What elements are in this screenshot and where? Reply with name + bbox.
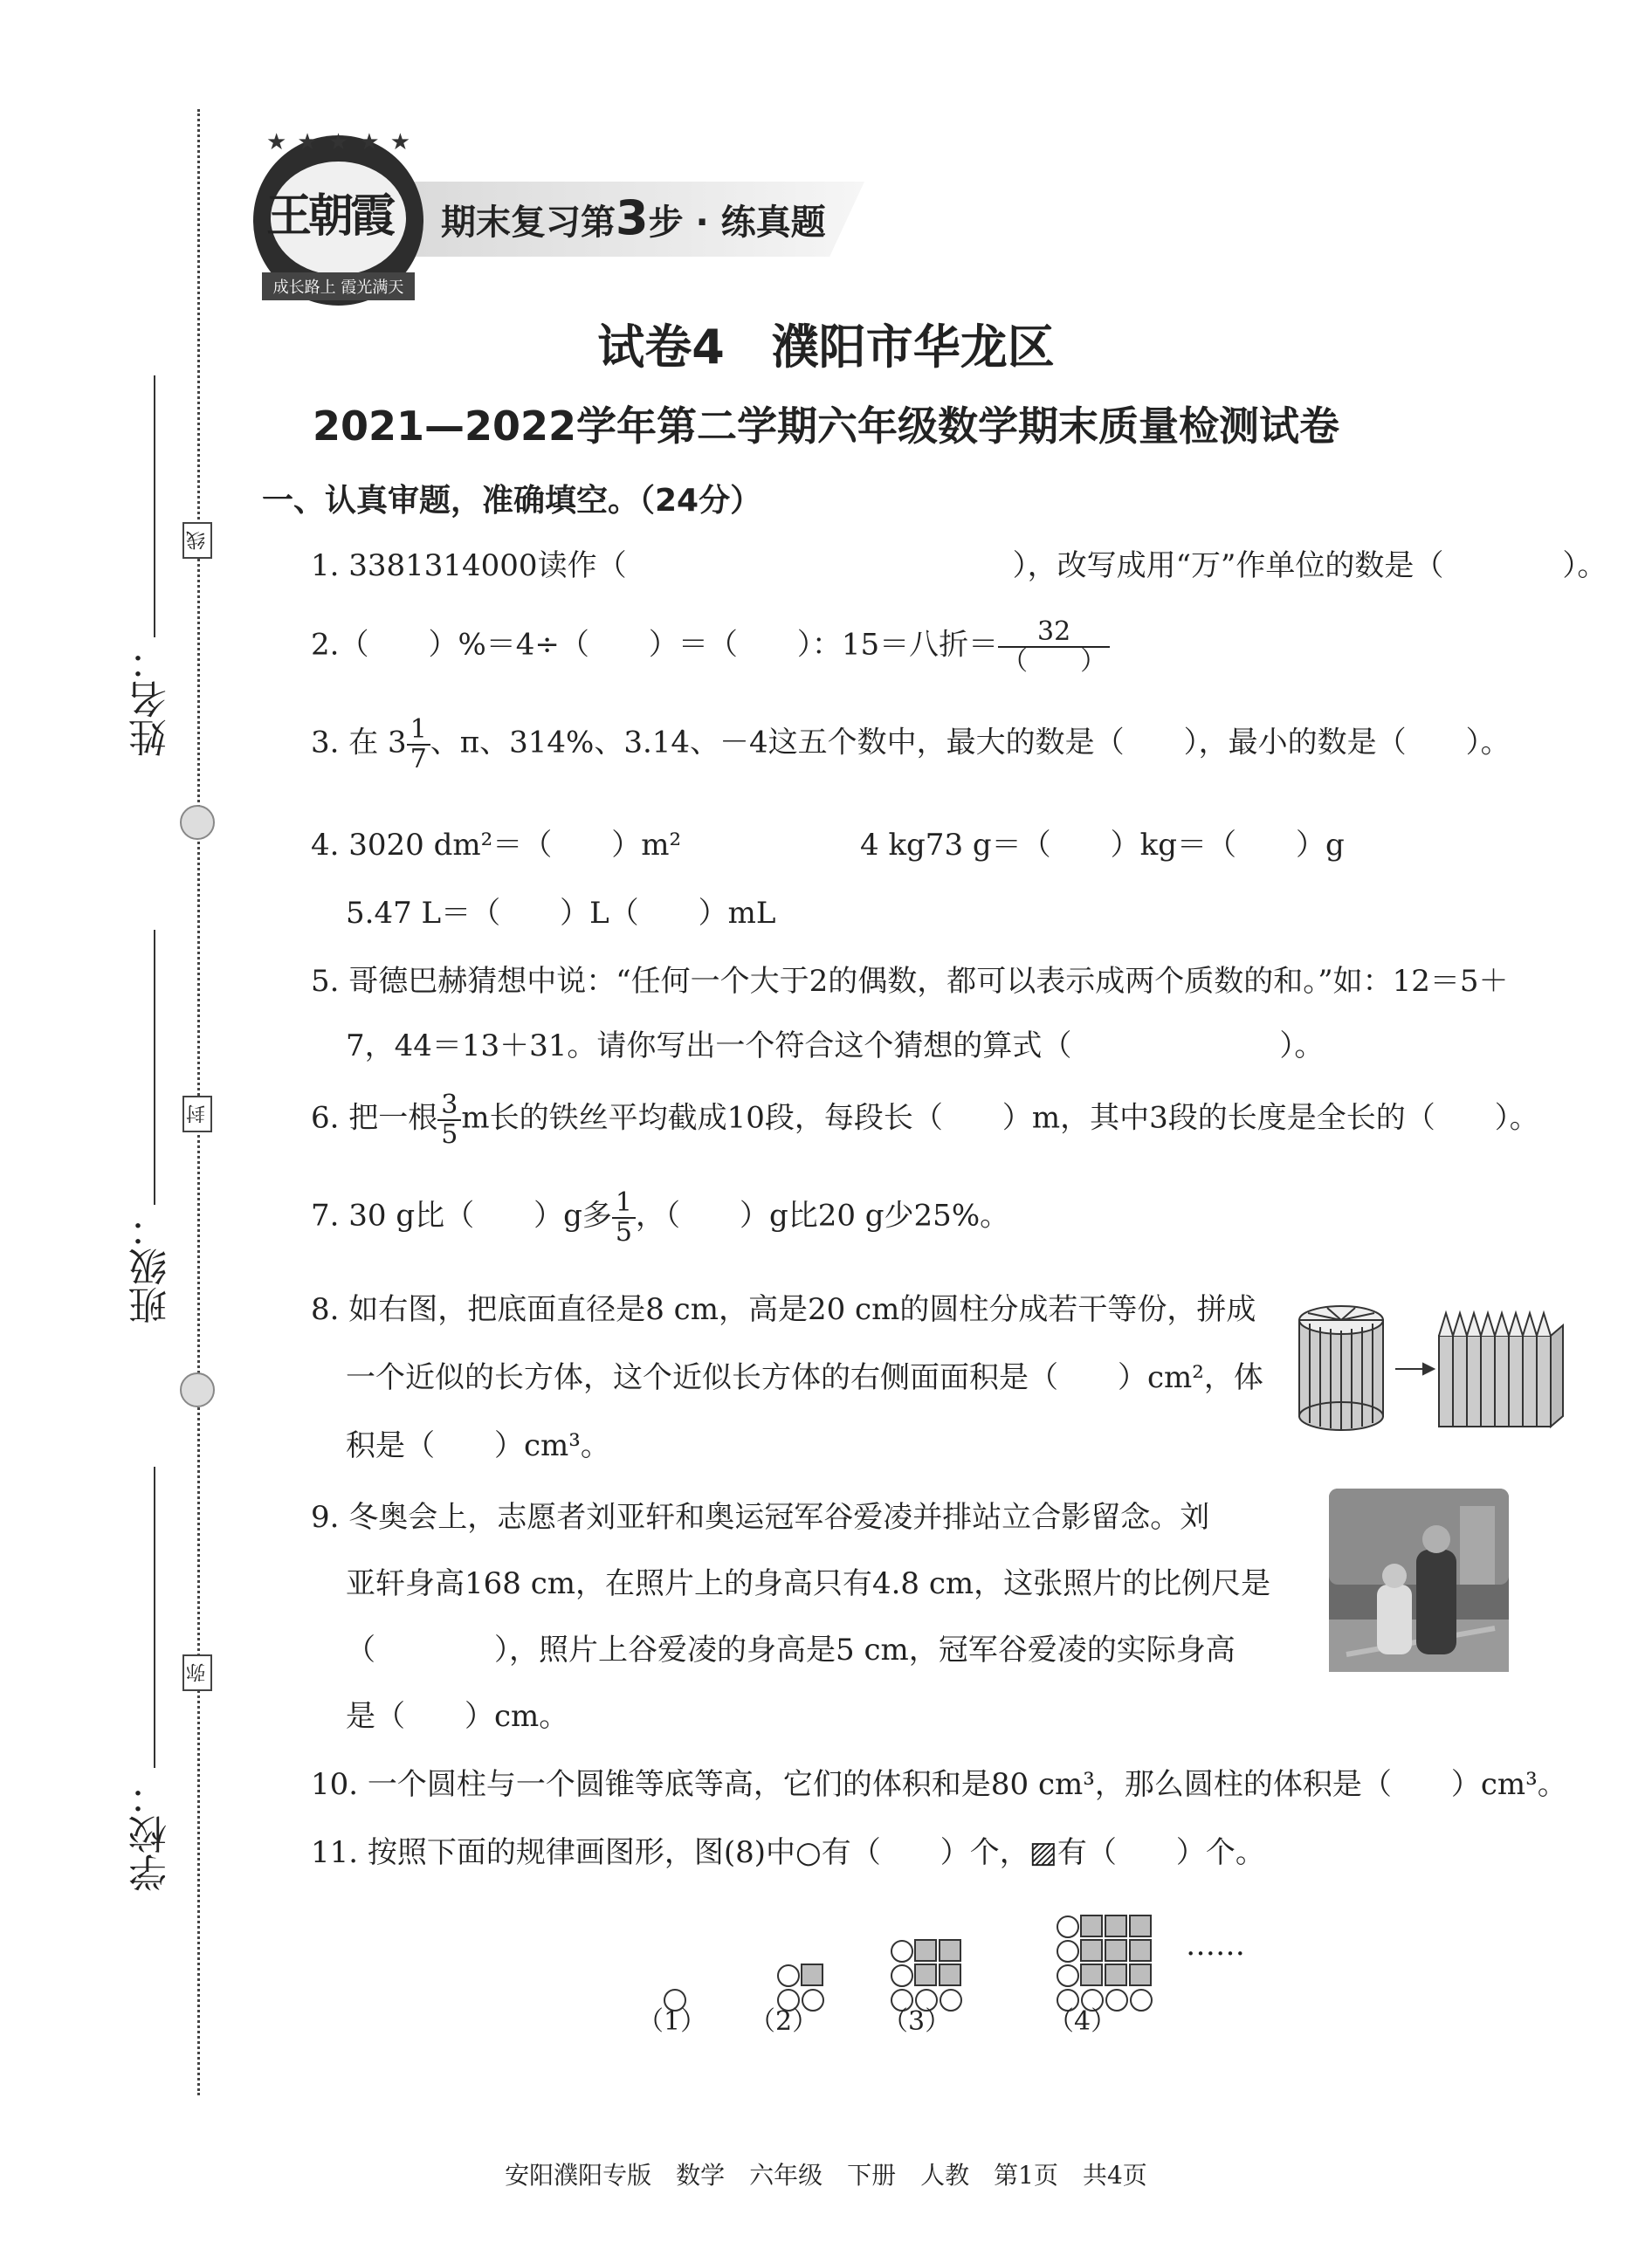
school-field[interactable] [154, 1467, 155, 1768]
swirl-ornament-icon [180, 1372, 215, 1407]
pattern-square [915, 1964, 936, 1985]
question-8a: 8. 如右图，把底面直径是8 cm，高是20 cm的圆柱分成若干等份，拼成 [311, 1292, 1256, 1327]
question-9d: 是（ ）cm。 [346, 1699, 569, 1734]
question-9a: 9. 冬奥会上，志愿者刘亚轩和奥运冠军谷爱凌并排站立合影留念。刘 [311, 1500, 1210, 1535]
pattern-circle [1131, 1990, 1152, 2011]
question-3: 3. 在 3 $\frac{1}{7}$ 、π、314%、3.14̇、－4这五个数中，最大的数是（ ），最小的数是（ ）。 [311, 714, 1511, 774]
question-8c: 积是（ ）cm³。 [346, 1428, 610, 1463]
arrow-right-icon [1395, 1364, 1434, 1374]
question-9b: 亚轩身高168 cm，在照片上的身高只有4.8 cm，这张照片的比例尺是 [346, 1566, 1271, 1601]
pattern-circle [891, 1941, 912, 1962]
pattern-circle [891, 1965, 912, 1986]
exam-title: 试卷4 濮阳市华龙区 [597, 320, 1055, 375]
question-8b: 一个近似的长方体，这个近似长方体的右侧面面积是（ ）cm²，体 [346, 1360, 1263, 1395]
pattern-square [802, 1964, 823, 1985]
question-4c: 5.47 L＝（ ）L（ ）mL [346, 896, 776, 931]
fraction: $\frac{32}{( )}$ [998, 618, 1110, 675]
question-10: 10. 一个圆柱与一个圆锥等底等高，它们的体积和是80 cm³，那么圆柱的体积是（ ）cm³。 [311, 1767, 1567, 1802]
pattern-label-3: （3） [882, 2006, 952, 2037]
pattern-ellipsis: …… [1186, 1928, 1245, 1963]
fraction: $\frac{1}{5}$ [612, 1189, 636, 1246]
question-4a: 4. 3020 dm²＝（ ）m² [311, 828, 682, 863]
class-field[interactable] [154, 930, 155, 1205]
pattern-square [940, 1940, 960, 1961]
pattern-label-2: （2） [749, 2006, 819, 2037]
pattern-square [915, 1940, 936, 1961]
pattern-square [1081, 1940, 1102, 1961]
pattern-square [1105, 1940, 1126, 1961]
pattern-square [1105, 1915, 1126, 1936]
pattern-square [940, 1964, 960, 1985]
question-4b: 4 kg73 g＝（ ）kg＝（ ）g [860, 828, 1345, 863]
binding-mark-seal: 封 [182, 1096, 212, 1132]
pattern-square [1105, 1964, 1126, 1985]
question-6: 6. 把一根 $\frac{3}{5}$ m长的铁丝平均截成10段，每段长（ ）m，其中3段的长度是全长的（ ）。 [311, 1090, 1539, 1150]
binding-mark-close: 弥 [182, 1654, 212, 1691]
cylinder-icon [1299, 1306, 1383, 1430]
pattern-square [1130, 1964, 1151, 1985]
binding-mark-line: 线 [182, 522, 212, 559]
pattern-figures [611, 1886, 1292, 2060]
question-7: 7. 30 g比（ ）g多 $\frac{1}{5}$ ，（ ）g比20 g少25%。 [311, 1187, 1010, 1248]
pattern-square [1130, 1915, 1151, 1936]
pattern-label-4: （4） [1048, 2006, 1118, 2037]
pattern-square [1130, 1940, 1151, 1961]
pattern-square [1081, 1915, 1102, 1936]
cuboid-icon [1439, 1313, 1563, 1427]
question-11: 11. 按照下面的规律画图形，图(8)中○有（ ）个，▨有（ ）个。 [311, 1835, 1265, 1870]
class-label: 班级： [129, 1209, 174, 1324]
question-5b: 7，44＝13＋31。请你写出一个符合这个猜想的算式（ ）。 [346, 1028, 1325, 1063]
swirl-ornament-icon [180, 805, 215, 840]
pattern-square [1081, 1964, 1102, 1985]
group-photo-image [1329, 1489, 1509, 1672]
question-2: 2.（ ）%＝4÷（ ）＝（ ）：15＝八折＝ $\frac{32}{( )}$ [311, 618, 1110, 675]
pattern-circle [1057, 1965, 1078, 1986]
fraction: $\frac{1}{7}$ [407, 716, 430, 773]
star-row-icon: ★ ★ ★ ★ ★ [266, 129, 410, 155]
page-footer: 安阳濮阳专版 数学 六年级 下册 人教 第1页 共4页 [505, 2161, 1147, 2190]
section-heading: 一、认真审题，准确填空。（24分） [262, 483, 762, 519]
logo-ribbon: 成长路上 霞光满天 [262, 272, 415, 300]
name-label: 姓名： [129, 642, 174, 757]
fraction: $\frac{3}{5}$ [437, 1091, 461, 1148]
question-5a: 5. 哥德巴赫猜想中说：“任何一个大于2的偶数，都可以表示成两个质数的和。”如：12＝5＋ [311, 964, 1509, 999]
banner-title: 期末复习第3步 · 练真题 [441, 190, 826, 245]
pattern-circle [1057, 1941, 1078, 1962]
question-1: 1. 3381314000读作（ ），改写成用“万”作单位的数是（ ）。 [311, 548, 1607, 583]
pattern-label-1: （1） [637, 2006, 707, 2037]
cylinder-to-cuboid-figure [1292, 1301, 1572, 1432]
logo-name: 王朝霞 [266, 189, 393, 243]
school-label: 学校： [129, 1777, 174, 1892]
pattern-circle [1057, 1916, 1078, 1937]
exam-subtitle: 2021—2022学年第二学期六年级数学期末质量检测试卷 [312, 402, 1340, 450]
pattern-circle [778, 1965, 799, 1986]
question-9c: （ ），照片上谷爱凌的身高是5 cm，冠军谷爱凌的实际身高 [346, 1633, 1236, 1668]
